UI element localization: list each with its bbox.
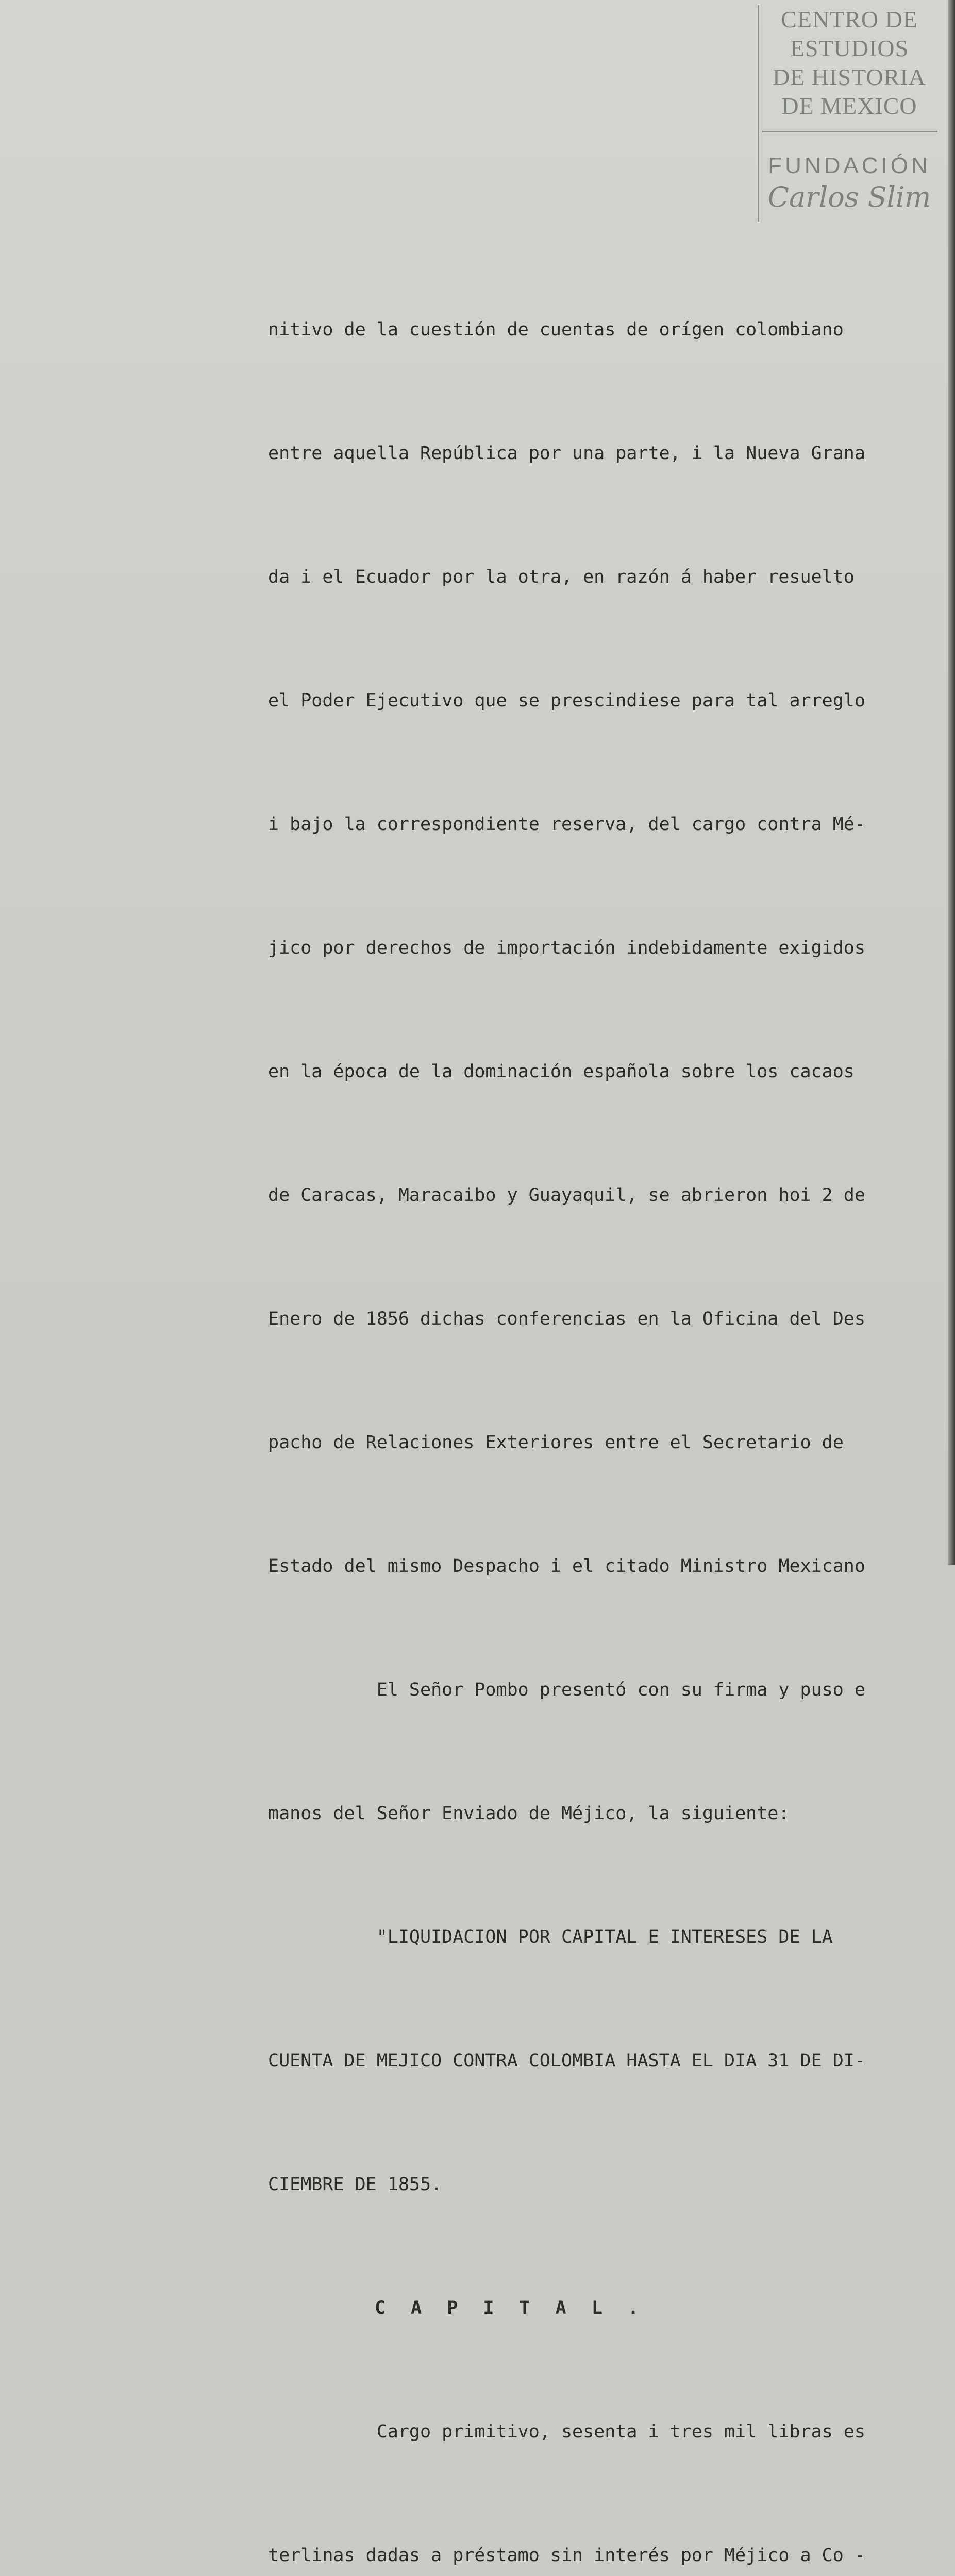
stamp-signature: Carlos Slim [767,181,931,213]
text-line: entre aquella República por una parte, i la Nueva Grana [268,443,865,464]
text-line: CUENTA DE MEJICO CONTRA COLOMBIA HASTA EL DIA 31 DE DI- [268,2050,865,2071]
stamp-line: ESTUDIOS [790,35,909,61]
stamp-line: DE HISTORIA [773,64,926,90]
text-line: i bajo la correspondiente reserva, del cargo contra Mé- [268,814,865,835]
text-line: nitivo de la cuestión de cuentas de orígen colombiano [268,319,844,340]
section-title: C A P I T A L . [374,2298,646,2318]
stamp-foundation: FUNDACIÓN [768,153,931,178]
text-line: CIEMBRE DE 1855. [268,2174,442,2195]
stamp-line: CENTRO DE [781,6,918,32]
text-line: jico por derechos de importación indebidamente exigidos [268,938,865,958]
text-line: manos del Señor Enviado de Méjico, la siguiente: [268,1803,790,1824]
text-line: pacho de Relaciones Exteriores entre el Secretario de [268,1432,844,1453]
stamp-divider [762,131,937,132]
page-edge-shadow [948,0,955,1565]
text-line: El Señor Pombo presentó con su firma y puso e [268,1680,865,1700]
typed-text [268,227,948,2576]
archive-stamp [758,5,940,222]
stamp-line: DE MEXICO [781,93,917,119]
text-line: de Caracas, Maracaibo y Guayaquil, se abrieron hoi 2 de [268,1185,865,1206]
text-line: "LIQUIDACION POR CAPITAL E INTERESES DE LA [268,1927,833,1947]
text-line: terlinas dadas a préstamo sin interés por Méjico a Co - [268,2545,865,2566]
text-line: Cargo primitivo, sesenta i tres mil libras es [268,2421,865,2442]
text-line: Enero de 1856 dichas conferencias en la Oficina del Des [268,1309,865,1329]
text-line: Estado del mismo Despacho i el citado Ministro Mexicano [268,1556,865,1577]
text-line: el Poder Ejecutivo que se prescindiese para tal arreglo [268,690,865,711]
text-line: da i el Ecuador por la otra, en razón á haber resuelto [268,567,855,587]
text-line: en la época de la dominación española sobre los cacaos [268,1061,855,1082]
